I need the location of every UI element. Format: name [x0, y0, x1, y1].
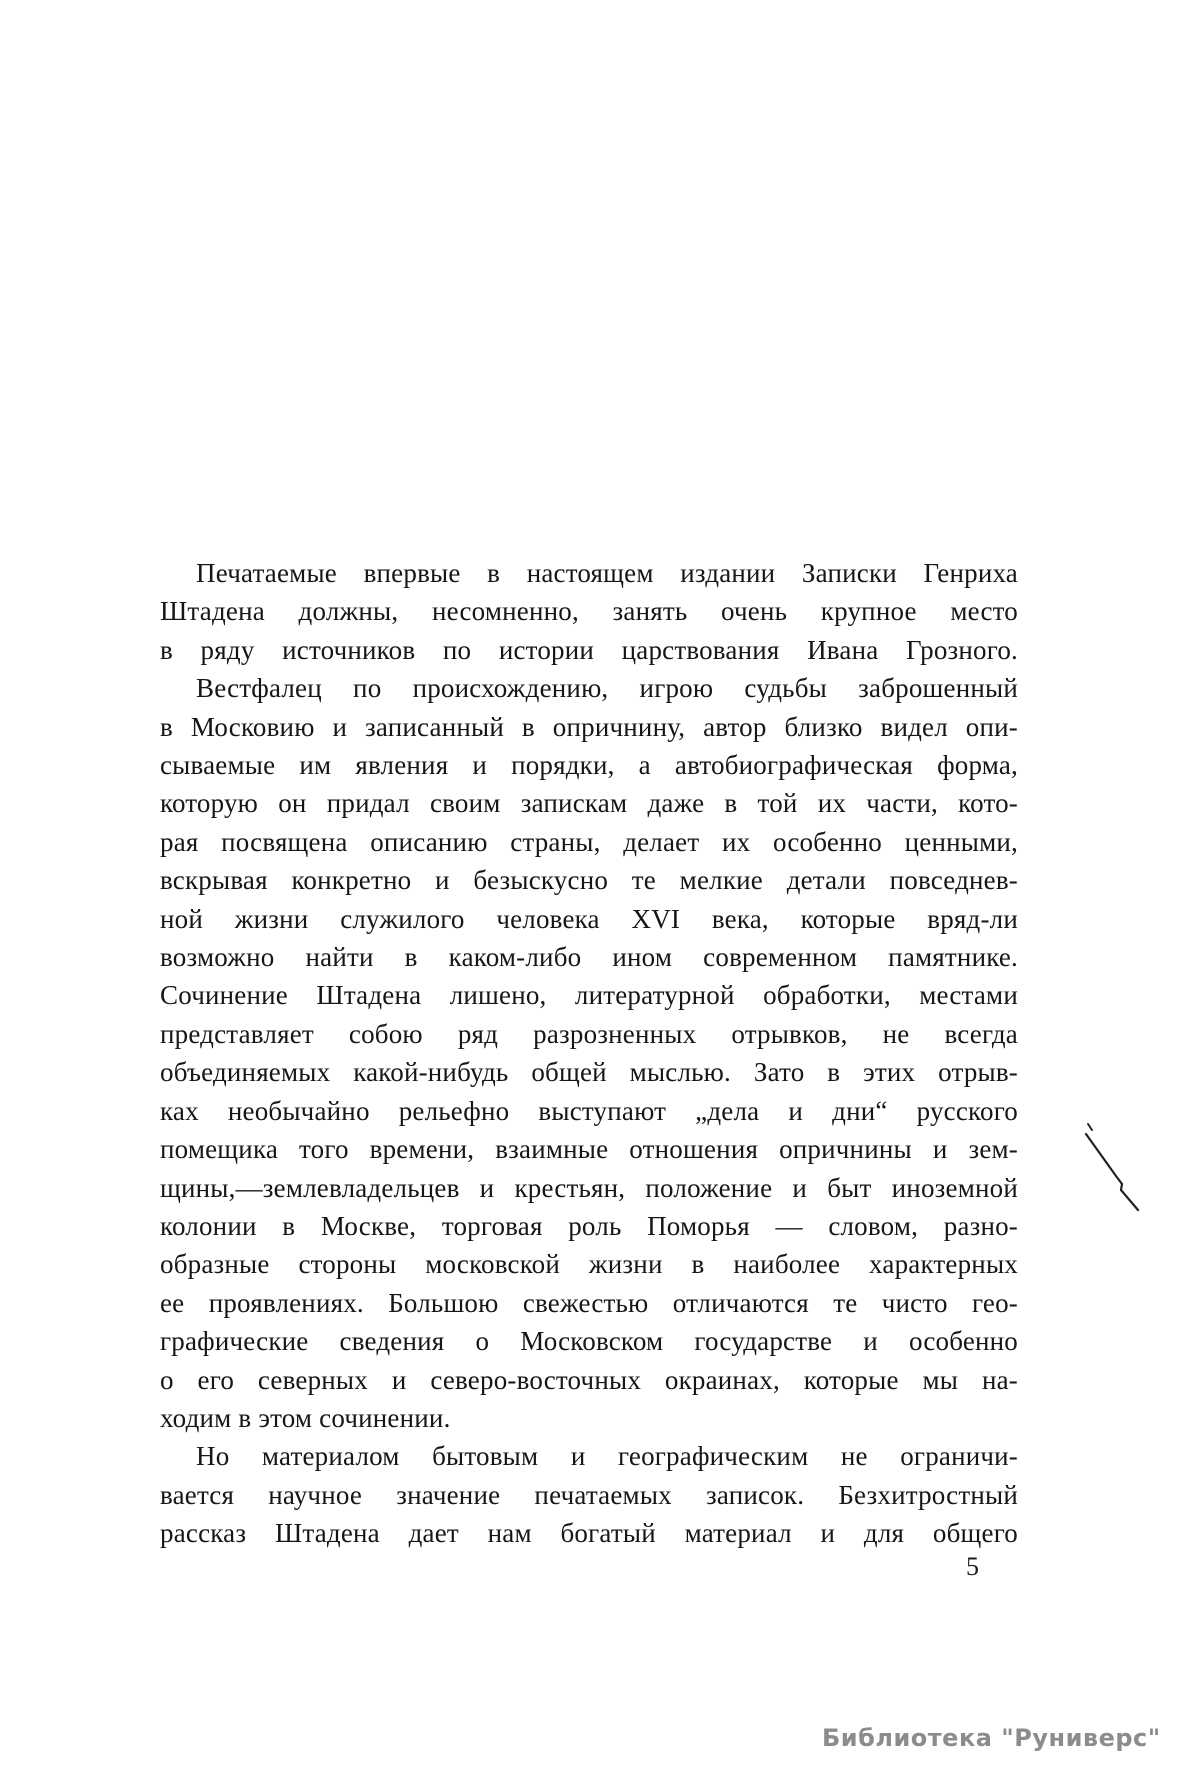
text-line: представляет собою ряд разрозненных отрывков, не всегда — [160, 1018, 1018, 1049]
text-line: Но материалом бытовым и географическим не ограничи- — [196, 1441, 1018, 1472]
text-line: рассказ Штадена дает нам богатый материал и для общего — [160, 1518, 1018, 1549]
text-line: щины,—землевладельцев и крестьян, положение и быт иноземной — [160, 1172, 1018, 1203]
text-line: о его северных и северо-восточных окраинах, которые мы на- — [160, 1364, 1018, 1395]
text-line: сываемые им явления и порядки, а автобиографическая форма, — [160, 750, 1018, 781]
page-body-text — [160, 554, 1018, 1553]
text-line: Сочинение Штадена лишено, литературной обработки, местами — [160, 980, 1018, 1011]
text-line: вскрывая конкретно и безыскусно те мелкие детали повседнев- — [160, 865, 1018, 896]
page-number: 5 — [966, 1552, 979, 1581]
text-line: в ряду источников по истории царствования Ивана Грозного. — [160, 634, 1018, 665]
text-line: ходим в этом сочинении. — [160, 1402, 451, 1433]
text-line: Штадена должны, несомненно, занять очень крупное место — [160, 596, 1018, 627]
text-line: в Московию и записанный в опричнину, автор близко видел опи- — [160, 711, 1018, 742]
text-line: возможно найти в каком-либо ином современном памятнике. — [160, 942, 1018, 973]
text-line: которую он придал своим запискам даже в той их части, кото- — [160, 788, 1018, 819]
text-line: ной жизни служилого человека XVI века, которые вряд-ли — [160, 903, 1018, 934]
text-line: ее проявлениях. Большою свежестью отличаются те чисто гео- — [160, 1287, 1018, 1318]
text-line: помещика того времени, взаимные отношения опричнины и зем- — [160, 1134, 1018, 1165]
text-line: объединяемых какой-нибудь общей мыслью. Зато в этих отрыв- — [160, 1057, 1018, 1088]
library-watermark: Библиотека "Руниверс" — [822, 1724, 1161, 1752]
text-line: вается научное значение печатаемых записок. Безхитростный — [160, 1479, 1018, 1510]
text-line: образные стороны московской жизни в наиболее характерных — [160, 1249, 1018, 1280]
text-line: ках необычайно рельефно выступают „дела и дни“ русского — [160, 1095, 1018, 1126]
pen-stroke-mark — [1078, 1120, 1158, 1220]
text-line: рая посвящена описанию страны, делает их особенно ценными, — [160, 826, 1018, 857]
text-line: графические сведения о Московском государстве и особенно — [160, 1326, 1018, 1357]
text-line: Вестфалец по происхождению, игрою судьбы заброшенный — [196, 673, 1018, 704]
text-line: Печатаемые впервые в настоящем издании Записки Генриха — [196, 558, 1018, 588]
text-line: колонии в Москве, торговая роль Поморья — словом, разно- — [160, 1210, 1018, 1241]
